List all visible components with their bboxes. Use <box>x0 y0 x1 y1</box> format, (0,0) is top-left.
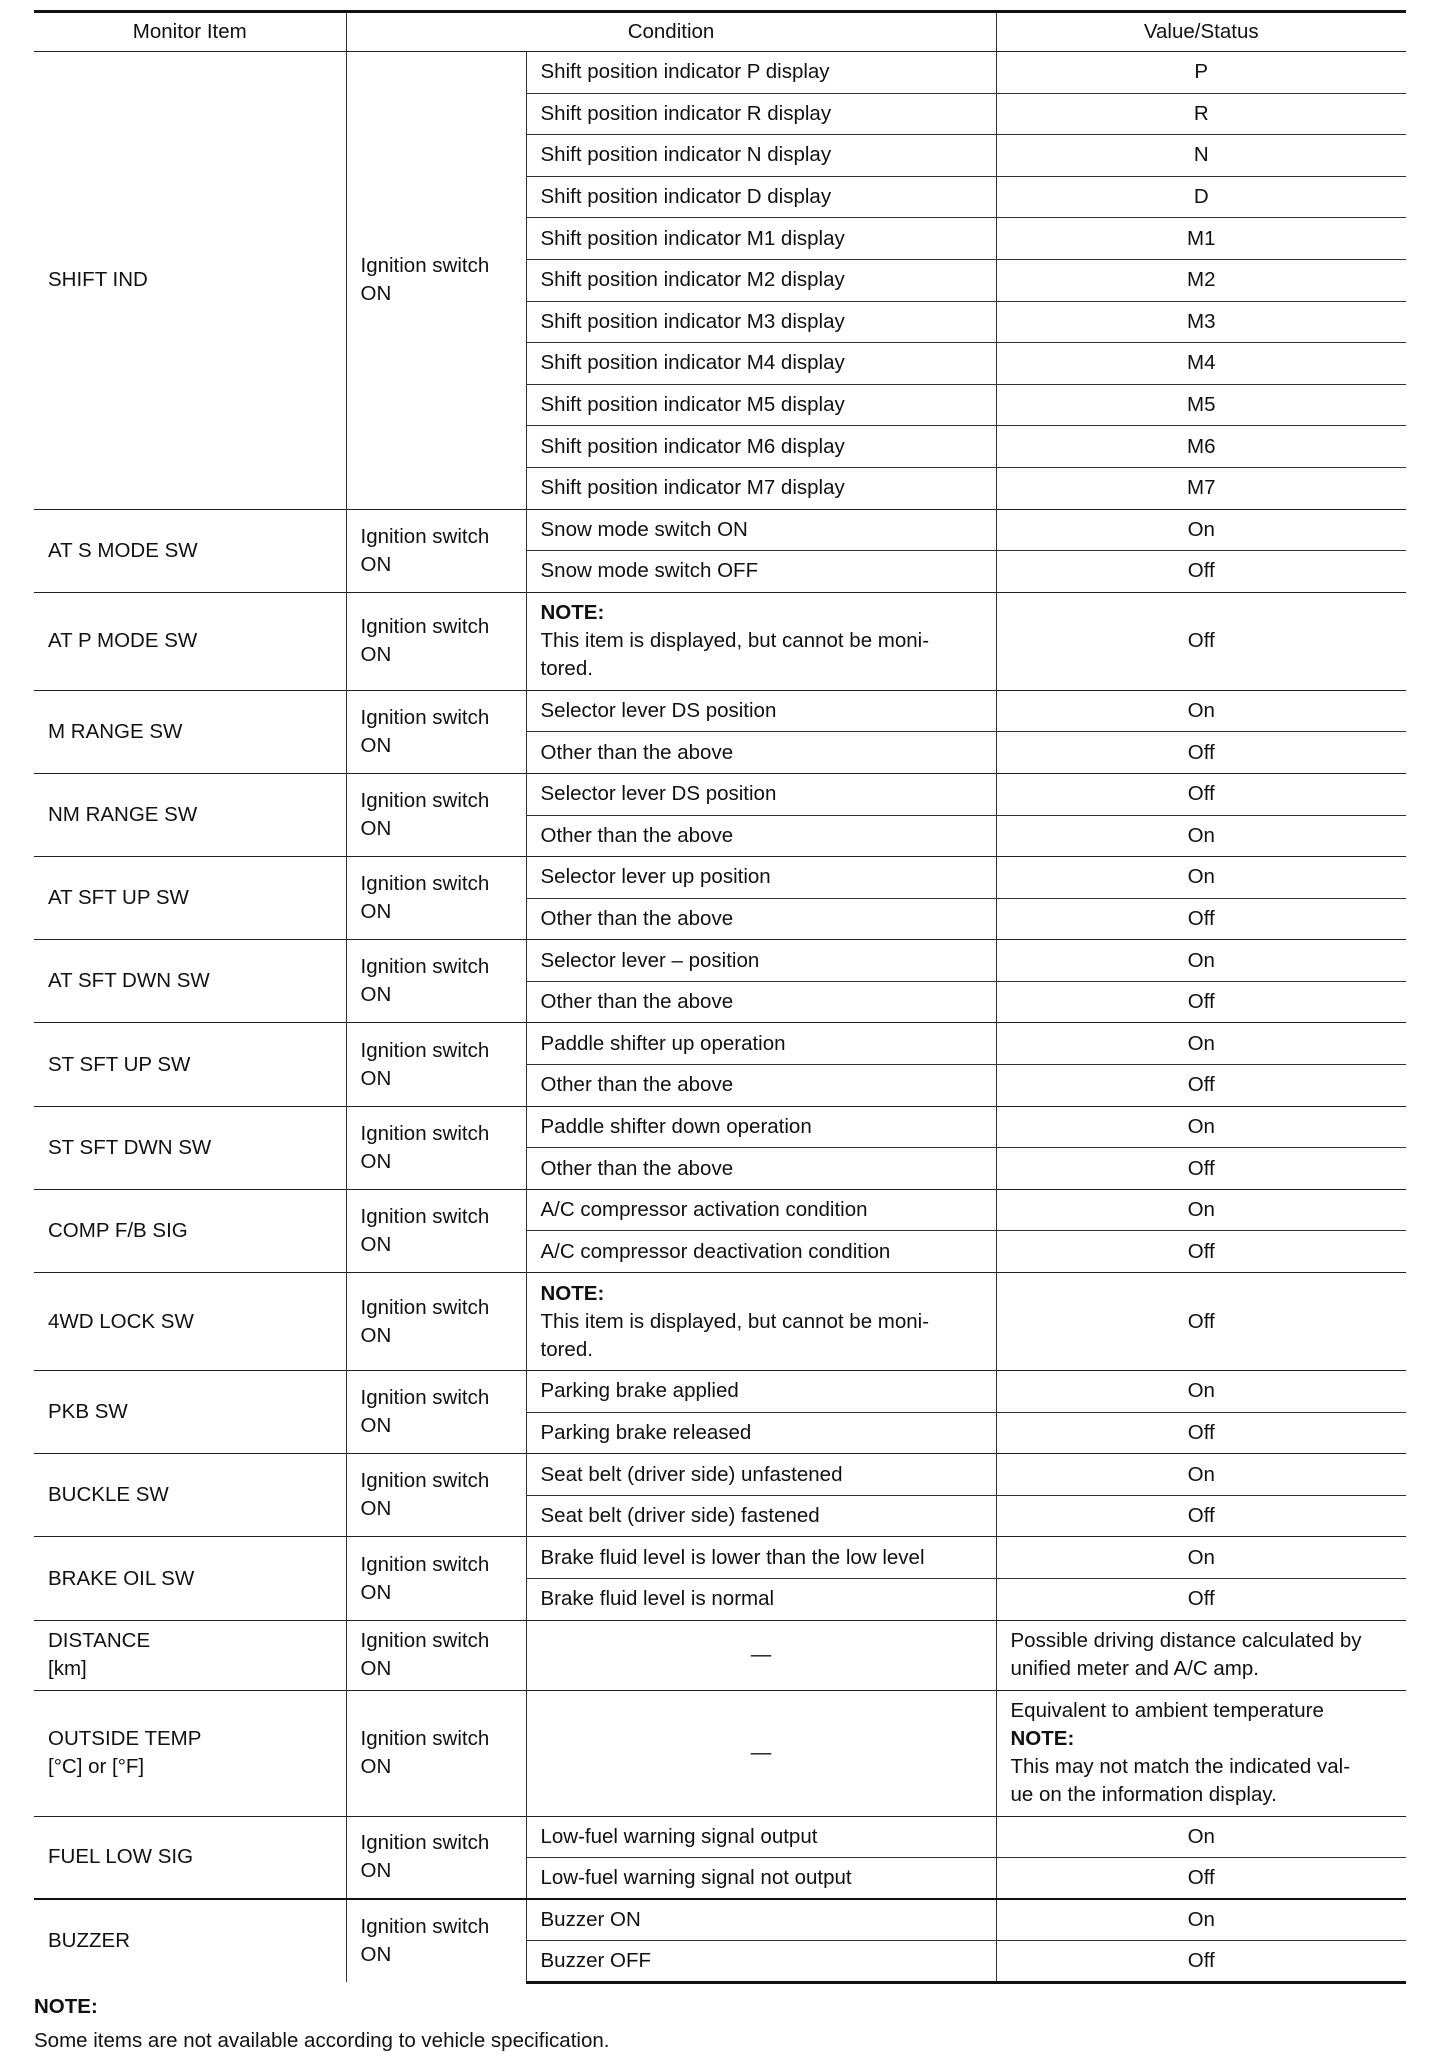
value-cell: Off <box>996 1579 1406 1621</box>
monitor-item-cell: AT S MODE SW <box>34 509 346 592</box>
sub-condition-cell: Selector lever up position <box>526 857 996 899</box>
condition-cell <box>346 773 526 856</box>
condition-cell <box>346 1189 526 1272</box>
monitor-item-cell: FUEL LOW SIG <box>34 1816 346 1899</box>
ignition-on-label: ON <box>360 1323 392 1347</box>
value-cell: N <box>996 135 1406 177</box>
sub-condition-cell: Selector lever DS position <box>526 773 996 815</box>
ignition-on-label: ON <box>360 1657 392 1681</box>
row-group-at-sft-dwn-sw <box>34 940 1406 1023</box>
sub-condition-cell: Other than the above <box>526 1148 996 1190</box>
ignition-switch-label: Ignition switch <box>360 524 490 548</box>
value-cell: Off <box>996 1412 1406 1454</box>
table-row <box>34 52 1406 94</box>
value-text-line: Equivalent to ambient temperature <box>1010 1699 1324 1723</box>
monitor-item-cell: AT SFT UP SW <box>34 857 346 940</box>
monitor-item-cell: BRAKE OIL SW <box>34 1537 346 1620</box>
sub-condition-cell: Snow mode switch ON <box>526 509 996 551</box>
monitor-item-cell: M RANGE SW <box>34 690 346 773</box>
row-group-nm-range-sw <box>34 773 1406 856</box>
value-cell: M7 <box>996 467 1406 509</box>
monitor-item-cell: SHIFT IND <box>34 52 346 510</box>
row-group-brake-oil-sw <box>34 1537 1406 1620</box>
value-text-line: ue on the information display. <box>1010 1783 1277 1807</box>
condition-cell <box>346 690 526 773</box>
value-cell: Off <box>996 1148 1406 1190</box>
ignition-switch-label: Ignition switch <box>360 1386 490 1410</box>
ignition-switch-label: Ignition switch <box>360 254 490 278</box>
value-cell: Off <box>996 1273 1406 1371</box>
value-cell: M1 <box>996 218 1406 260</box>
row-group-m-range-sw <box>34 690 1406 773</box>
monitor-item-cell: 4WD LOCK SW <box>34 1273 346 1371</box>
condition-cell <box>346 1023 526 1106</box>
sub-condition-cell: Shift position indicator P display <box>526 52 996 94</box>
value-cell: Off <box>996 773 1406 815</box>
table-row <box>34 1537 1406 1579</box>
sub-condition-cell: Seat belt (driver side) unfastened <box>526 1454 996 1496</box>
sub-condition-cell: Shift position indicator M6 display <box>526 426 996 468</box>
header-value-status: Value/Status <box>996 12 1406 52</box>
value-cell: Off <box>996 592 1406 690</box>
ignition-switch-label: Ignition switch <box>360 705 490 729</box>
sub-condition-cell: Low-fuel warning signal output <box>526 1816 996 1858</box>
table-row <box>34 1371 1406 1413</box>
sub-condition-cell: Shift position indicator M3 display <box>526 301 996 343</box>
value-cell: On <box>996 690 1406 732</box>
note-label: NOTE: <box>540 1281 605 1305</box>
sub-condition-cell: Shift position indicator M7 display <box>526 467 996 509</box>
sub-condition-cell: Other than the above <box>526 981 996 1023</box>
ignition-switch-label: Ignition switch <box>360 1204 490 1228</box>
ignition-switch-label: Ignition switch <box>360 1038 490 1062</box>
ignition-on-label: ON <box>360 900 392 924</box>
note-text-line: This item is displayed, but cannot be moni- <box>540 1309 930 1333</box>
sub-condition-cell: Other than the above <box>526 898 996 940</box>
condition-cell <box>346 1454 526 1537</box>
note-text-line: tored. <box>540 1337 593 1361</box>
value-cell: On <box>996 940 1406 982</box>
ignition-switch-label: Ignition switch <box>360 872 490 896</box>
condition-cell <box>346 1899 526 1982</box>
sub-condition-cell: Other than the above <box>526 732 996 774</box>
monitor-item-cell: BUZZER <box>34 1899 346 1982</box>
monitor-item-cell: PKB SW <box>34 1371 346 1454</box>
sub-condition-cell: Seat belt (driver side) fastened <box>526 1495 996 1537</box>
table-row <box>34 690 1406 732</box>
note-cell <box>526 592 996 690</box>
footnote-label: NOTE: <box>34 1994 98 2018</box>
value-cell: On <box>996 1454 1406 1496</box>
sub-condition-cell: Selector lever – position <box>526 940 996 982</box>
sub-condition-cell: Brake fluid level is normal <box>526 1579 996 1621</box>
ignition-on-label: ON <box>360 817 392 840</box>
sub-condition-cell: Other than the above <box>526 1065 996 1107</box>
table-row <box>34 1454 1406 1496</box>
sub-condition-cell: Shift position indicator R display <box>526 93 996 135</box>
ignition-switch-label: Ignition switch <box>360 1915 490 1939</box>
monitor-item-page <box>34 10 1406 2058</box>
ignition-on-label: ON <box>360 1149 392 1173</box>
condition-cell <box>346 1620 526 1690</box>
table-row <box>34 1816 1406 1858</box>
sub-condition-cell: A/C compressor activation condition <box>526 1189 996 1231</box>
ignition-on-label: ON <box>360 1414 392 1438</box>
table-row <box>34 940 1406 982</box>
ignition-switch-label: Ignition switch <box>360 1629 490 1653</box>
value-cell: On <box>996 857 1406 899</box>
note-label: NOTE: <box>540 601 605 625</box>
monitor-item-unit: [km] <box>48 1657 87 1681</box>
value-cell: P <box>996 52 1406 94</box>
value-cell: On <box>996 1023 1406 1065</box>
sub-condition-cell: Buzzer OFF <box>526 1941 996 1983</box>
ignition-switch-label: Ignition switch <box>360 1727 490 1751</box>
row-group-shift-ind <box>34 52 1406 510</box>
monitor-item-cell: AT P MODE SW <box>34 592 346 690</box>
sub-condition-cell: Parking brake applied <box>526 1371 996 1413</box>
row-group-st-sft-up-sw <box>34 1023 1406 1106</box>
value-text-line: unified meter and A/C amp. <box>1010 1657 1259 1681</box>
sub-condition-cell: A/C compressor deactivation condition <box>526 1231 996 1273</box>
monitor-item-cell: NM RANGE SW <box>34 773 346 856</box>
value-cell: Off <box>996 1858 1406 1900</box>
row-group-outside-temp <box>34 1690 1406 1816</box>
sub-condition-cell: Buzzer ON <box>526 1899 996 1941</box>
row-group-fuel-low-sig <box>34 1816 1406 1899</box>
value-cell: Off <box>996 551 1406 593</box>
condition-cell <box>346 1690 526 1816</box>
ignition-on-label: ON <box>360 1066 392 1090</box>
sub-condition-cell: Parking brake released <box>526 1412 996 1454</box>
ignition-on-label: ON <box>360 1859 392 1883</box>
condition-cell <box>346 1106 526 1189</box>
table-row <box>34 1273 1406 1371</box>
note-text-line: tored. <box>540 657 593 681</box>
value-cell: Off <box>996 898 1406 940</box>
sub-condition-cell: Shift position indicator M2 display <box>526 259 996 301</box>
condition-cell <box>346 52 526 510</box>
value-cell: Off <box>996 1065 1406 1107</box>
value-cell: Off <box>996 1231 1406 1273</box>
ignition-switch-label: Ignition switch <box>360 615 490 639</box>
sub-condition-cell: — <box>526 1620 996 1690</box>
monitor-item-cell: BUCKLE SW <box>34 1454 346 1537</box>
monitor-item-name: OUTSIDE TEMP <box>48 1727 202 1751</box>
value-cell: M6 <box>996 426 1406 468</box>
value-cell: On <box>996 1371 1406 1413</box>
value-cell: Off <box>996 981 1406 1023</box>
sub-condition-cell: Selector lever DS position <box>526 690 996 732</box>
sub-condition-cell: Paddle shifter down operation <box>526 1106 996 1148</box>
row-group-pkb-sw <box>34 1371 1406 1454</box>
condition-cell <box>346 1537 526 1620</box>
value-cell <box>996 1620 1406 1690</box>
ignition-switch-label: Ignition switch <box>360 1469 490 1493</box>
condition-cell <box>346 1273 526 1371</box>
condition-cell <box>346 940 526 1023</box>
table-row <box>34 1690 1406 1816</box>
condition-cell <box>346 1371 526 1454</box>
row-group-at-s-mode-sw <box>34 509 1406 592</box>
value-cell: M5 <box>996 384 1406 426</box>
table-row <box>34 1189 1406 1231</box>
note-label: NOTE: <box>1010 1727 1075 1751</box>
ignition-switch-label: Ignition switch <box>360 1831 490 1855</box>
table-row <box>34 509 1406 551</box>
value-cell <box>996 1690 1406 1816</box>
row-group-4wd-lock-sw <box>34 1273 1406 1371</box>
table-row <box>34 1106 1406 1148</box>
condition-cell <box>346 857 526 940</box>
value-cell: M3 <box>996 301 1406 343</box>
monitor-item-cell <box>34 1620 346 1690</box>
value-cell: D <box>996 176 1406 218</box>
footnote <box>34 1990 1406 2058</box>
value-text-line: This may not match the indicated val- <box>1010 1755 1351 1779</box>
value-cell: On <box>996 1106 1406 1148</box>
footnote-text: Some items are not available according to vehicle specification. <box>34 2028 610 2052</box>
condition-cell <box>346 592 526 690</box>
monitor-item-table <box>34 10 1406 1984</box>
value-cell: Off <box>996 1941 1406 1983</box>
ignition-switch-label: Ignition switch <box>360 789 490 812</box>
table-row <box>34 1899 1406 1941</box>
table-header <box>34 12 1406 52</box>
ignition-on-label: ON <box>360 983 392 1007</box>
value-cell: On <box>996 1189 1406 1231</box>
sub-condition-cell: Shift position indicator N display <box>526 135 996 177</box>
value-cell: On <box>996 509 1406 551</box>
ignition-switch-label: Ignition switch <box>360 955 490 979</box>
sub-condition-cell: Shift position indicator D display <box>526 176 996 218</box>
value-cell: M4 <box>996 343 1406 385</box>
row-group-st-sft-dwn-sw <box>34 1106 1406 1189</box>
sub-condition-cell: Shift position indicator M1 display <box>526 218 996 260</box>
sub-condition-cell: Other than the above <box>526 815 996 857</box>
ignition-on-label: ON <box>360 1232 392 1256</box>
ignition-on-label: ON <box>360 733 392 757</box>
ignition-on-label: ON <box>360 552 392 576</box>
value-cell: On <box>996 1537 1406 1579</box>
value-cell: On <box>996 1816 1406 1858</box>
row-group-buzzer <box>34 1899 1406 1982</box>
table-row <box>34 773 1406 815</box>
value-text-line: Possible driving distance calculated by <box>1010 1629 1362 1653</box>
row-group-distance <box>34 1620 1406 1690</box>
monitor-item-name: DISTANCE <box>48 1629 151 1653</box>
value-cell: M2 <box>996 259 1406 301</box>
value-cell: R <box>996 93 1406 135</box>
condition-cell <box>346 509 526 592</box>
ignition-on-label: ON <box>360 643 392 667</box>
condition-cell <box>346 1816 526 1899</box>
table-row <box>34 592 1406 690</box>
ignition-switch-label: Ignition switch <box>360 1295 490 1319</box>
ignition-on-label: ON <box>360 1755 392 1779</box>
monitor-item-cell <box>34 1690 346 1816</box>
table-row <box>34 857 1406 899</box>
row-group-buckle-sw <box>34 1454 1406 1537</box>
sub-condition-cell: Low-fuel warning signal not output <box>526 1858 996 1900</box>
header-monitor-item: Monitor Item <box>34 12 346 52</box>
sub-condition-cell: Shift position indicator M4 display <box>526 343 996 385</box>
table-row <box>34 1023 1406 1065</box>
row-group-at-p-mode-sw <box>34 592 1406 690</box>
ignition-on-label: ON <box>360 282 392 306</box>
value-cell: On <box>996 815 1406 857</box>
sub-condition-cell: Shift position indicator M5 display <box>526 384 996 426</box>
sub-condition-cell: Brake fluid level is lower than the low level <box>526 1537 996 1579</box>
monitor-item-cell: COMP F/B SIG <box>34 1189 346 1272</box>
ignition-switch-label: Ignition switch <box>360 1121 490 1145</box>
table-row <box>34 1620 1406 1690</box>
value-cell: Off <box>996 732 1406 774</box>
ignition-on-label: ON <box>360 1497 392 1521</box>
sub-condition-cell: Paddle shifter up operation <box>526 1023 996 1065</box>
note-text-line: This item is displayed, but cannot be moni- <box>540 629 930 653</box>
monitor-item-cell: AT SFT DWN SW <box>34 940 346 1023</box>
note-cell <box>526 1273 996 1371</box>
sub-condition-cell: Snow mode switch OFF <box>526 551 996 593</box>
sub-condition-cell: — <box>526 1690 996 1816</box>
ignition-on-label: ON <box>360 1943 392 1967</box>
ignition-on-label: ON <box>360 1580 392 1604</box>
row-group-at-sft-up-sw <box>34 857 1406 940</box>
row-group-comp-fb-sig <box>34 1189 1406 1272</box>
monitor-item-unit: [°C] or [°F] <box>48 1755 145 1779</box>
ignition-switch-label: Ignition switch <box>360 1552 490 1576</box>
header-condition: Condition <box>346 12 996 52</box>
monitor-item-cell: ST SFT UP SW <box>34 1023 346 1106</box>
monitor-item-cell: ST SFT DWN SW <box>34 1106 346 1189</box>
value-cell: On <box>996 1899 1406 1941</box>
value-cell: Off <box>996 1495 1406 1537</box>
